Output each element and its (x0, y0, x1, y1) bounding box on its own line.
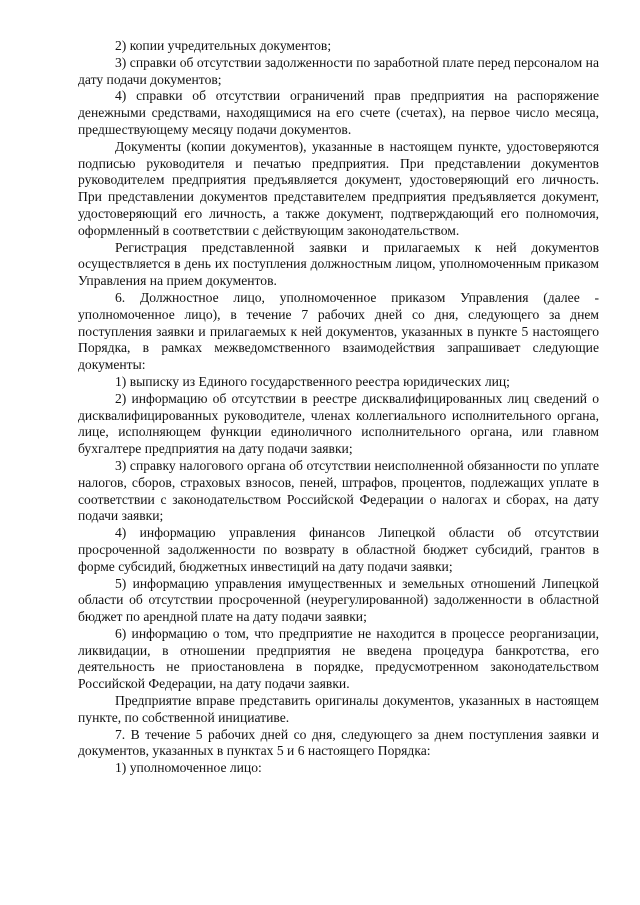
paragraph-item-1-authorized: 1) уполномоченное лицо: (115, 760, 262, 776)
paragraph-item-5-property: 5) информацию управления имущественных и земельных отношений Липецкой области об отсутствии просроченной (неурегулированной) задолженности в областной бюджет по арендной плате на дату подачи заявки; (78, 575, 599, 625)
paragraph-item-4-finance: 4) информацию управления финансов Липецкой области об отсутствии просроченной задолженности по возврату в областной бюджет субсидий, грантов в форме субсидий, бюджетных инвестиций на дату подачи заявки; (78, 525, 599, 574)
paragraph-item-6-reorganization: 6) информацию о том, что предприятие не находится в процессе реорганизации, ликвидации, в отношении предприятия не введена процедура банкротства, его деятельность не приостановлена в порядке, предусмотренном законодательством Российской Федерации, на дату подачи заявки. (78, 625, 599, 692)
paragraph-item-4-account-restrictions: 4) справки об отсутствии ограничений прав предприятия на распоряжение денежными средствами, находящимися на его счете (счетах), на первое число месяца, предшествующему месяцу подачи документов. (78, 88, 599, 137)
paragraph-section-6: 6. Должностное лицо, уполномоченное приказом Управления (далее - уполномоченное лицо), в течение 7 рабочих дней со дня, следующего за днем поступления заявки и прилагаемых к ней документов, указанных в пункте 5 настоящего Порядка, в рамках межведомственного взаимодействия запрашивает следующие документы: (78, 289, 599, 373)
paragraph-item-3-tax: 3) справку налогового органа об отсутствии неисполненной обязанности по уплате налогов, сборов, страховых взносов, пеней, штрафов, процентов, подлежащих уплате в соответствии с законодательством Российской Федерации о налогах и сборах, на дату подачи заявки; (78, 457, 599, 524)
document-page (78, 38, 599, 777)
paragraph-document-certification: Документы (копии документов), указанные в настоящем пункте, удостоверяются подписью руководителя и печатью предприятия. При представлении документов руководителем предприятия предъявляется документ, удостоверяющий его личность. При представлении документов представителем предприятия предъявляется документ, удостоверяющий его личность, а также документ, подтверждающий его полномочия, оформленный в соответствии с действующим законодательством. (78, 138, 599, 238)
paragraph-item-2-disqualified: 2) информацию об отсутствии в реестре дисквалифицированных лиц сведений о дисквалифицированных руководителе, членах коллегиального исполнительного органа, лице, исполняющем функции единоличного исполнительного органа, или главном бухгалтере предприятия на дату подачи заявки; (78, 390, 599, 457)
paragraph-item-1-egrul: 1) выписку из Единого государственного реестра юридических лиц; (115, 373, 510, 389)
paragraph-item-2-copies: 2) копии учредительных документов; (115, 38, 332, 53)
paragraph-originals: Предприятие вправе представить оригиналы документов, указанных в настоящем пункте, по собственной инициативе. (78, 693, 599, 725)
paragraph-section-7: 7. В течение 5 рабочих дней со дня, следующего за днем поступления заявки и документов, указанных в пунктах 5 и 6 настоящего Порядка: (78, 726, 599, 759)
paragraph-item-3-wage-debt: 3) справки об отсутствии задолженности по заработной плате перед персоналом на дату подачи документов; (78, 54, 599, 87)
paragraph-registration: Регистрация представленной заявки и прилагаемых к ней документов осуществляется в день их поступления должностным лицом, уполномоченным приказом Управления на прием документов. (78, 239, 599, 289)
